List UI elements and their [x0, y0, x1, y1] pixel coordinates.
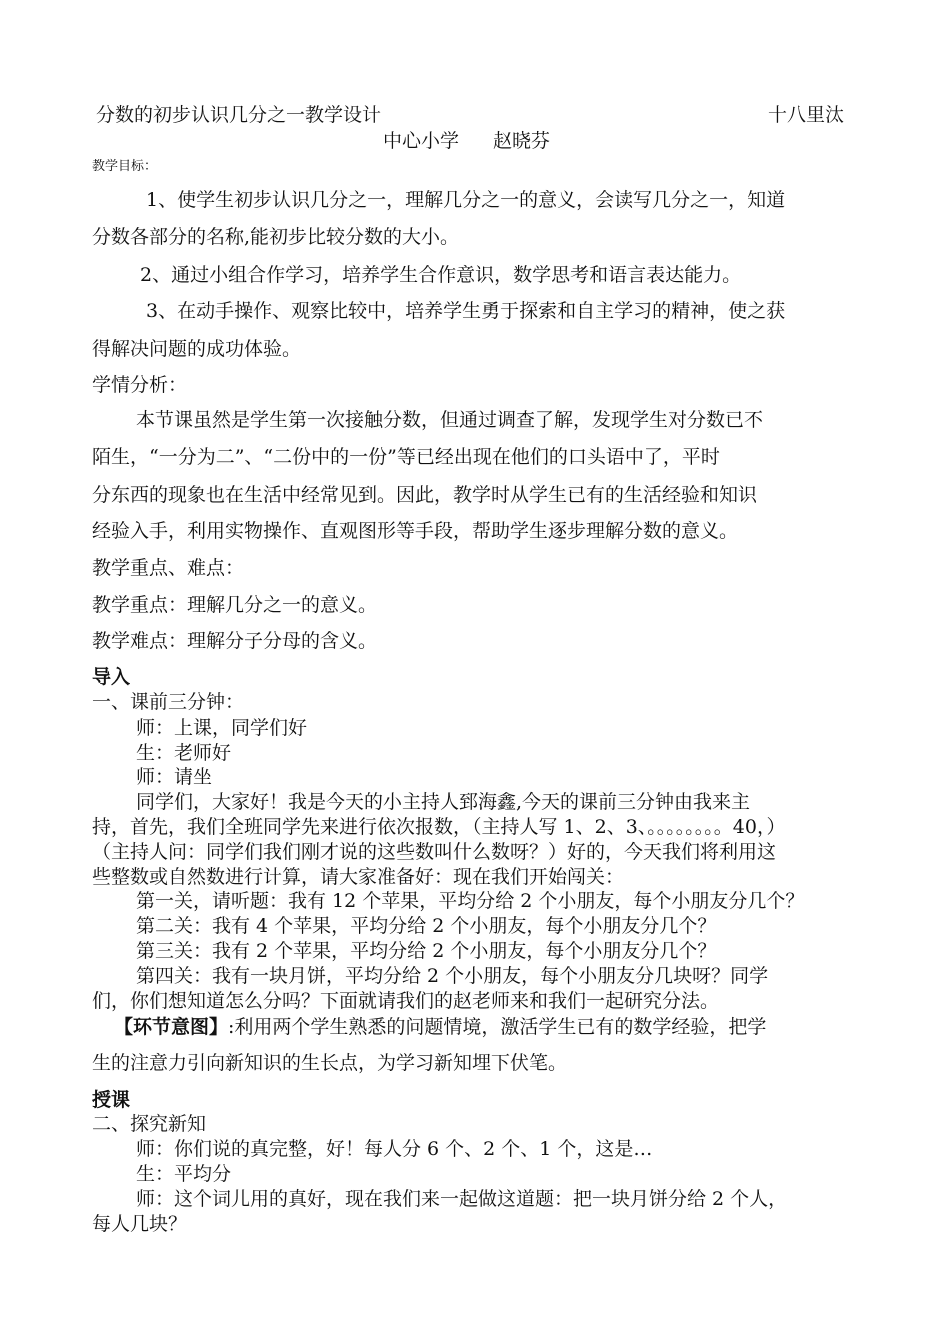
- intro-dialogue-3: 师：请坐: [136, 766, 213, 788]
- lesson-section-title: 二、探究新知: [92, 1113, 207, 1135]
- analysis-line2: 陌生，“一分为二”、“二份中的一份”等已经出现在他们的口头语中了，平时: [92, 446, 720, 468]
- school-author-line: [383, 126, 550, 153]
- keypoints-heading: 教学重点、难点：: [92, 557, 245, 579]
- intro-para-line2: 持，首先，我们全班同学先来进行依次报数，（主持人写 1、2、3、。。。。。。。。40，）: [92, 816, 786, 838]
- intro-level-4-line1: 第四关：我有一块月饼，平均分给 2 个小朋友，每个小朋友分几块呀？同学: [136, 965, 769, 987]
- objective-1-line2: 分数各部分的名称,能初步比较分数的大小。: [92, 226, 460, 248]
- document-title: 分数的初步认识几分之一教学设计: [96, 104, 382, 126]
- analysis-heading: 学情分析：: [92, 374, 188, 396]
- intro-dialogue-2: 生：老师好: [136, 742, 232, 764]
- lesson-heading: 授课: [92, 1089, 131, 1111]
- objective-2: 2、通过小组合作学习，培养学生合作意识，数学思考和语言表达能力。: [140, 264, 742, 286]
- teaching-difficulty: 教学难点：理解分子分母的含义。: [92, 630, 378, 652]
- lesson-dialogue-1: 师：你们说的真完整，好！每人分 6 个、2 个、1 个，这是…: [136, 1138, 653, 1160]
- objective-3-line2: 得解决问题的成功体验。: [92, 338, 302, 360]
- intro-para-line4: 些整数或自然数进行计算，请大家准备好：现在我们开始闯关：: [92, 866, 625, 888]
- objective-3-line1: 3、在动手操作、观察比较中，培养学生勇于探索和自主学习的精神，使之获: [146, 300, 786, 322]
- intent-label: 【环节意图】: [114, 1016, 229, 1038]
- intro-section-title: 一、课前三分钟：: [92, 691, 245, 713]
- author-name: 赵晓芬: [493, 130, 551, 152]
- analysis-line4: 经验入手，利用实物操作、直观图形等手段，帮助学生逐步理解分数的意义。: [92, 520, 739, 542]
- school-name-part1: 十八里汰: [768, 104, 845, 126]
- intro-level-4-line2: 们，你们想知道怎么分吗？下面就请我们的赵老师来和我们一起研究分法。: [92, 990, 720, 1012]
- lesson-dialogue-3-line2: 每人几块？: [92, 1213, 188, 1235]
- lesson-dialogue-3-line1: 师：这个词儿用的真好，现在我们来一起做这道题：把一块月饼分给 2 个人，: [136, 1188, 788, 1210]
- lesson-dialogue-2: 生：平均分: [136, 1163, 232, 1185]
- intent-text: :利用两个学生熟悉的问题情境，激活学生已有的数学经验，把学: [228, 1016, 767, 1038]
- intro-heading: 导入: [92, 666, 131, 688]
- intro-level-2: 第二关：我有 4 个苹果，平均分给 2 个小朋友，每个小朋友分几个？: [136, 915, 717, 937]
- intro-intent-line1: [114, 1012, 766, 1039]
- intro-para-line3: （主持人问：同学们我们刚才说的这些数叫什么数呀？）好的，今天我们将利用这: [92, 841, 777, 863]
- analysis-line3: 分东西的现象也在生活中经常见到。因此，教学时从学生已有的生活经验和知识: [92, 484, 758, 506]
- objectives-heading: 教学目标：: [92, 159, 158, 174]
- intro-level-1: 第一关，请听题：我有 12 个苹果，平均分给 2 个小朋友，每个小朋友分几个？: [136, 890, 805, 912]
- school-name-part2: 中心小学: [383, 130, 460, 152]
- intro-dialogue-1: 师：上课，同学们好: [136, 717, 308, 739]
- analysis-line1: 本节课虽然是学生第一次接触分数，但通过调查了解，发现学生对分数已不: [136, 409, 764, 431]
- intro-level-3: 第三关：我有 2 个苹果，平均分给 2 个小朋友，每个小朋友分几个？: [136, 940, 717, 962]
- objective-1-line1: 1、使学生初步认识几分之一，理解几分之一的意义，会读写几分之一，知道: [146, 189, 786, 211]
- teaching-focus: 教学重点：理解几分之一的意义。: [92, 594, 378, 616]
- intro-para-line1: 同学们，大家好！我是今天的小主持人郅海鑫,今天的课前三分钟由我来主: [136, 791, 751, 813]
- intro-intent-line2: 生的注意力引向新知识的生长点，为学习新知埋下伏笔。: [92, 1052, 568, 1074]
